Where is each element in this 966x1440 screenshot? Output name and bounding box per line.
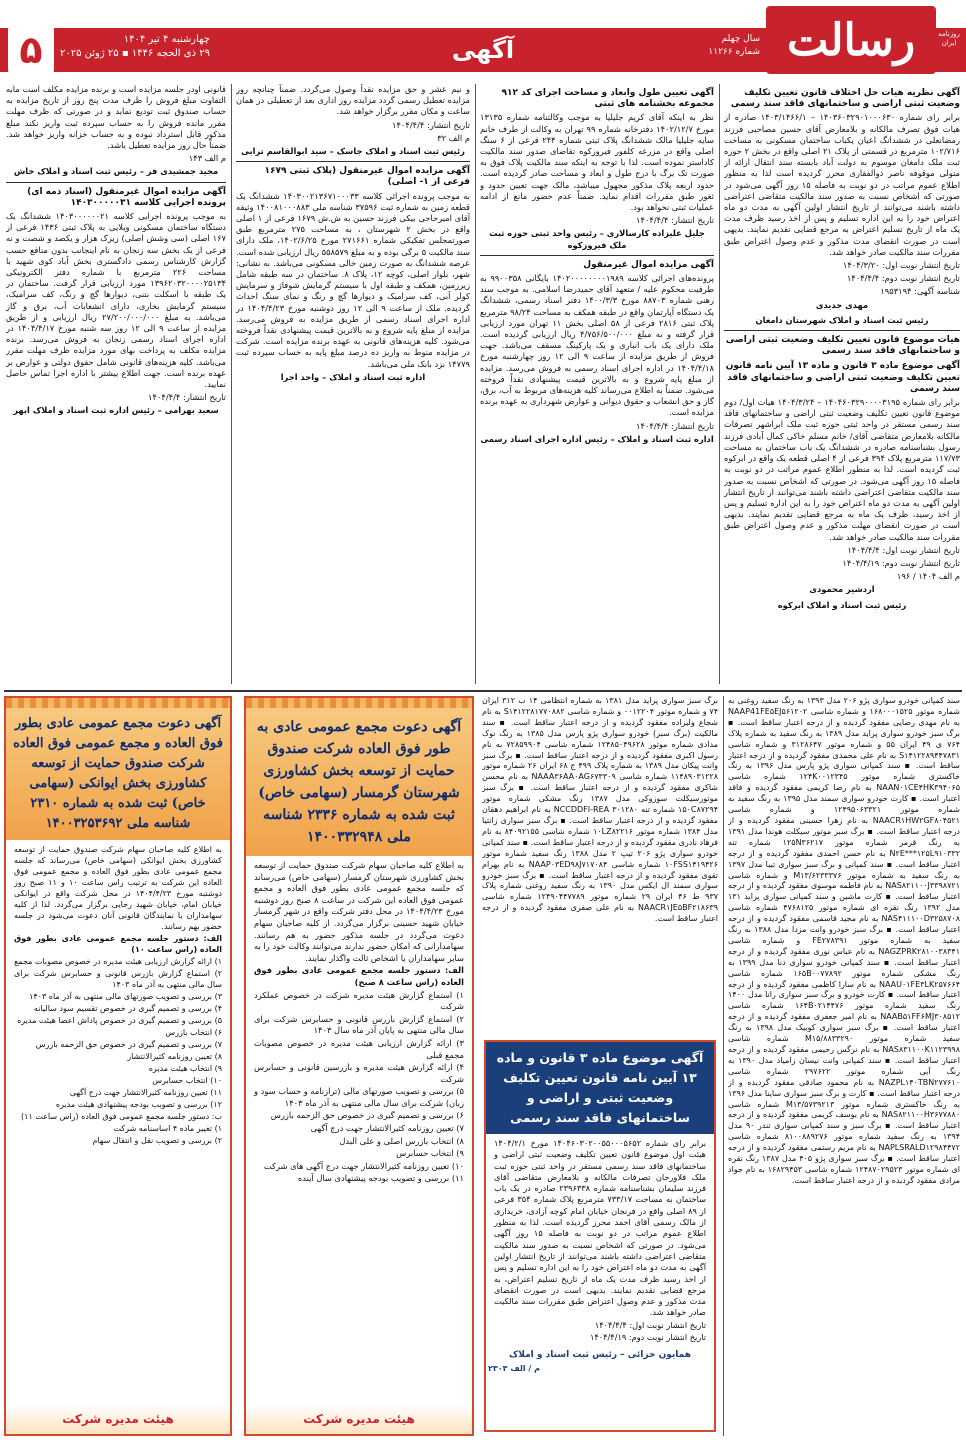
agm-garmsar-agenda [254, 990, 464, 1186]
section-divider [4, 690, 962, 692]
agm-garmsar-agenda-item: ۲) استماع گزارش بازرس قانونی و حسابرس شرکت برای سال مالی منتهی به پایان آذر ماه سال ۱۴۰۳ [254, 1013, 464, 1036]
column-rule [723, 696, 724, 1436]
masthead [0, 0, 966, 78]
agm-eyvanki-agenda-item: ۶) انتخاب بازرس [165, 1028, 222, 1037]
agm-eyvanki-agenda-item: ۱) ارائه گزارش ارزیابی هیئت مدیره در خصوص مصوبات مجمع [14, 957, 222, 966]
agm-garmsar-agenda-item: ۷) تعیین روزنامه کثیرالانتشار جهت درج آگهی [310, 1123, 464, 1134]
agm-garmsar-agenda-item: ۱۱) بررسی و تصویب بودجه پیشنهادی سال آینده [297, 1173, 464, 1184]
agm-eyvanki-agenda-item: ۱۲) بررسی و تصویب بودجه پیشنهادی هیئت مدیره [55, 1100, 222, 1109]
registration-notice-text: برابر رای شماره ۱۴۰۴۶۰۳۰۲۰۰۵۵۰۰۰۵۶۵۲ مورخ ۱۴۰۴/۲/۱ هیئت اول موضوع قانون تعیین تکلیف وضعیت ثبتی اراضی و ساختمانهای فاقد سند رسمی مستقر در واحد ثبتی حوزه ثبت ملک فلاورجان تصرفات مالکانه و بلامعارض متقاضی آقای فرزند سلیمان بشناسنامه شماره ۲۳۹۶۳۳۸ صادره در یک باب ساختمان به مساحت ۷۳۳/۱۷ مترمربع پلاک شماره ۳۵۴ فرعی از ۸۹ اصلی واقع در فرنجان خیابان امام کوچه آزادی، خریداری از مالک رسمی آقای احمد محرز گردیده است. لذا به منظور اطلاع عموم مراتب در دو نوبت به فاصله ۱۵ روز آگهی می‌شود. در صورتی که اشخاص نسبت به صدور سند مالکیت متقاضی اعتراضی داشته باشند می‌توانند از تاریخ انتشار اولین آگهی به مدت دو ماه اعتراض خود را به این اداره تسلیم و پس از اخذ رسید ظرف مدت یک ماه از تاریخ تسلیم اعتراض، به مرجع قضایی تقدیم نمایند. بدیهی است در صورت انقضای مدت مذکور و عدم وصول اعتراض طبق مقررات سند مالکیت صادر خواهد شد. [494, 1138, 706, 1318]
lost-documents-text: سند کمپانی خودرو سواری پژو ۲۰۶ مدل ۱۳۹۳ به رنگ سفید روغنی به شماره موتور ۱۶۸۰۰۰۱۵۲۵ و شماره شاسی NAAP41FE۵EJ۵۶۱۲۰۲ به نام مهدی رضایی مفقود گردیده و از درجه اعتبار ساقط است. ▪ برگ سبز خودرو سواری پراید مدل ۱۳۸۹ به رنگ سفید به شماره پلاک ۷۶۴ ی ۴۹ ایران ۵۵ و شماره موتور ۳۱۲۸۶۴۷ و شماره شاسی S۱۴۱۲۲۸۹۴۴۷۸۳۱ به نام علی محمدی مفقود گردیده و از درجه اعتبار ساقط است. ▪ سند کمپانی سواری پژو پارس مدل ۱۳۹۶ به رنگ خاکستری شماره موتور ۱۲۴K۰۰۱۲۳۴۵ شماره شاسی NAAN۰۱CE۴HK۳۹۴۰۶۵ به نام رضا کریمی مفقود گردیده و فاقد اعتبار است. ▪ کارت خودرو سواری سمند مدل ۱۳۹۵ به رنگ سفید به شماره موتور ۱۲۴۹۵۰۶۳۳۲۱ و شماره شاسی NAACR۱HW۲GF۸۰۴۵۲۱ به نام زهرا حسینی مفقود گردیده و از درجه اعتبار ساقط است. ▪ برگ سبز موتور سیکلت هوندا مدل ۱۳۹۱ به رنگ قرمز شماره موتور ۱۲۵N۳۶۲۱۷ شماره تنه N۲E***۱۲۵L۹۱۰۳۳۲ به نام حسن احمدی مفقود گردیده و از درجه اعتبار ساقط است. ▪ سند کمپانی و برگ سبز سواری تیبا مدل ۱۳۹۷ به رنگ سفید به شماره موتور M۱۳/۶۲۳۳۳۷۶ و شماره شاسی NAS۸۲۱۱۰۰J۳۳۹۸۷۲۱ به نام فاطمه موسوی مفقود گردیده و از درجه اعتبار ساقط است. ▪ کارت ماشین و سند کمپانی سواری پراید ۱۳۱ مدل ۱۳۹۲ رنگ نقره ای شماره موتور ۴۷۶۸۱۲۵ شماره شاسی NAS۴۱۱۱۰۰D۳۲۵۸۷۰۸ به نام مجید قاسمی مفقود گردیده و از درجه اعتبار ساقط است. ▪ برگ سبز خودرو وانت مزدا مدل ۱۳۸۸ به رنگ سفید به شماره موتور FE۲۷۸۳۹۱ و شماره شاسی NAGZPRK۲۸۱۰۰۳۸۳۴۱ به نام عباس نوری مفقود گردیده و از درجه اعتبار ساقط است. ▪ سند کمپانی خودرو سواری دنا مدل ۱۳۹۹ به رنگ مشکی شماره موتور ۱۶۵B۰۰۷۷۸۹۲ شماره شاسی NAAU۰۱FE۳LK۲۵۷۶۶۴ به نام سارا کاظمی مفقود گردیده و از درجه اعتبار ساقط است. ▪ کارت خودرو و برگ سبز سواری رانا مدل ۱۴۰۰ رنگ سفید شماره موتور ۱۶۴B۰۲۱۴۴۷۶ شماره شاسی NAAB۵۱FF۶MJ۳۰۸۵۱۲ به نام امیر جعفری مفقود گردیده و از درجه اعتبار ساقط است. ▪ برگ سبز سواری کوییک مدل ۱۳۹۸ به رنگ سفید شماره موتور M۱۵/۸۸۳۳۲۹۰ شماره شاسی NAS۸۳۱۱۰۰K۱۱۲۳۹۹۸ به نام نرگس رحیمی مفقود گردیده و از درجه اعتبار ساقط است. ▪ سند کمپانی وانت نیسان زامیاد مدل ۱۳۹۰ به رنگ آبی شماره موتور ۲۹۷۶۲۲ شماره شاسی NAZPL۱۴۰TBN۲۷۷۶۱۰ به نام محمود صادقی مفقود گردیده و از درجه اعتبار ساقط است. ▪ کارت و برگ سبز سواری ساینا مدل ۱۳۹۶ به رنگ خاکستری شماره موتور M۱۳/۵۷۳۹۲۱۳ شماره شاسی NAS۸۲۱۱۰۰H۳۶۷۷۸۸۰ به نام یوسف کریمی مفقود گردیده و از درجه اعتبار ساقط است. ▪ برگ سبز و سند کمپانی سواری تندر ۹۰ مدل ۱۳۹۴ به رنگ سفید شماره موتور ۸۱۰۰۸۸۹۲۷۶ شماره شاسی NAPLSRALD۱۲۹۸۴۴۷۲ به نام مریم رستمی مفقود گردیده و از درجه اعتبار ساقط است. ▪ برگ سبز سواری پژو ۴۰۵ مدل ۱۳۸۷ رنگ نقره ای شماره موتور ۱۲۴۸۷۰۲۹۵۲۳ شماره شاسی ۱۶۸۲۹۴۵۳ به نام جواد مرادی مفقود گردیده و از درجه اعتبار ساقط است. [728, 696, 960, 1185]
agm-eyvanki-agenda-item: ۲) بررسی و تصویب نقل و انتقال سهام [92, 1136, 222, 1145]
issue-line: شماره ۱۱۲۶۶ [708, 47, 760, 57]
divider [236, 161, 470, 162]
col3-title-2: آگهی مزایده اموال غیرمنقول (پلاک ثبتی ۱۶۷۹ فرعی از ۱- اصلی) [264, 166, 470, 188]
section-title: آگهی [451, 36, 515, 64]
agm-garmsar-agenda-item: ۶) بررسی و تصمیم گیری در خصوص حق الزحمه بازرس [270, 1110, 464, 1121]
col1-subtitle-2: آگهی موضوع ماده ۳ قانون و ماده ۱۳ آیین نامه قانون تعیین تکلیف وضعیت ثبتی اراضی و ساختمانهای فاقد سند رسمی [725, 361, 960, 394]
agm-eyvanki-heading: آگهی دعوت مجمع عمومی عادی بطور فوق العاده و مجمع عمومی فوق العاده شرکت صندوق حمایت از توسعه کشاورزی بخش ایوانکی (سهامی خاص) ثبت شده به شماره ۲۳۱۰ شناسه ملی ۱۴۰۰۳۲۵۳۶۹۲ [6, 708, 230, 840]
column-2 [480, 84, 714, 684]
page-number: ۵ [8, 26, 54, 74]
col1-signature-role: رئیس ثبت اسناد و املاک شهرستان دامغان [755, 314, 929, 325]
col4-signature: مجید جمشیدی فر – رئیس ثبت اسناد و املاک خاش [13, 166, 219, 177]
col1-date3: تاریخ انتشار نوبت اول: ۱۴۰۴/۴/۴ [847, 544, 960, 555]
registration-notice-body [486, 1134, 714, 1348]
col4-signature-2: سعید بهرامی – رئیس اداره ثبت اسناد و املاک ابهر [13, 405, 219, 416]
col1-title-2: هیات موضوع قانون تعیین تکلیف وضعیت ثبتی اراضی و ساختمانهای فاقد سند رسمی [725, 335, 960, 357]
registration-notice-date2: تاریخ انتشار نوبت دوم: ۱۴۰۴/۴/۱۹ [589, 1332, 706, 1343]
agm-garmsar-footer: هیئت مدیره شرکت [246, 1404, 472, 1434]
col1-body-2: برابر رای شماره ۱۴۰۴۶۰۳۲۹۰۰۰۰۳۱۹۵ – ۱۴۰۴/۳/۲۴ هیات اول/ دوم موضوع قانون تعیین تکلیف وضعیت ثبتی اراضی و ساختمانهای فاقد سند رسمی مستقر در واحد ثبتی حوزه ثبت ملک ابراشهر تصرفات مالکانه بلامعارض متقاضی آقای/ خانم مسلم خاکی کمال آبادی فرزند رسول بشناسنامه صادره در ششدانگ یک باب ساختمان به مساحت ۱۱۷/۷۳ مترمربع پلاک ۳۹۴ فرعی از ۴ اصلی قطعه یک واقع در ابرکوه ثبت گردیده است. لذا به منظور اطلاع عموم مراتب در دو نوبت به فاصله ۱۵ روز آگهی می‌شود. در صورتی که اشخاص نسبت به صدور سند مالکیت متقاضی اعتراضی داشته باشند می‌توانند از تاریخ انتشار اولین آگهی به مدت دو ماه اعتراض خود را به این اداره تسلیم و پس از اخذ رسید، ظرف یک ماه به مرجع قضایی تقدیم نمایند. بدیهی است در صورت انقضای مهلت مذکور و عدم وصول اعتراض طبق مقررات سند مالکیت صادر خواهد شد. [724, 397, 960, 542]
agm-eyvanki-agenda-item: ۸) تعیین روزنامه کثیرالانتشار [127, 1052, 222, 1061]
col1-signature-2-role: رئیس ثبت اسناد و املاک ابرکوه [777, 599, 907, 610]
col4-ad-number: م الف ۱۴۳ [188, 153, 226, 164]
col1-date1: تاریخ انتشار نوبت اول: ۱۴۰۴/۳/۲۰ [842, 260, 960, 271]
col1-title: آگهی نظریه هیات حل اختلاف قانون تعیین تکلیف وضعیت ثبتی اراضی و ساختمانهای فاقد سند رسمی [730, 88, 960, 110]
agm-eyvanki-agenda-item: ۴) بررسی و تصمیم گیری در خصوص تقسیم سود سالیانه [33, 1004, 222, 1013]
agm-garmsar-body [246, 856, 472, 1190]
col2-date: تاریخ انتشار: ۱۴۰۴/۴/۴ [636, 215, 714, 226]
agm-eyvanki-agenda [14, 956, 222, 1146]
agm-eyvanki-body [6, 840, 230, 1151]
column-rule [475, 84, 476, 684]
agm-garmsar-heading: آگهی دعوت مجمع عمومی عادی به طور فوق العاده شرکت صندوق حمایت از توسعه بخش کشاورزی شهرستان گرمسار (سهامی خاص) ثبت شده به شماره ۲۳۳۶ شناسه ملی ۱۴۰۰۳۳۲۹۴۸ [246, 708, 472, 856]
registration-notice-date1: تاریخ انتشار نوبت اول: ۱۴۰۴/۴/۴ [594, 1319, 706, 1330]
ad-ornament [6, 698, 230, 708]
col3-signature: رئیس ثبت اسناد و املاک جاسک – سید ابوالقاسم ترابی [241, 146, 465, 157]
agm-garmsar-agenda-item: ۸) انتخاب بازرس اصلی و علی البدل [339, 1135, 464, 1146]
agm-garmsar-text: به اطلاع کلیه صاحبان سهام شرکت صندوق حمایت از توسعه بخش کشاورزی شهرستان گرمسار (سهامی خاص) می‌رساند که جلسه مجمع عمومی عادی بطور فوق العاده و مجمع عمومی فوق العاده این شرکت در ساعت ۸ صبح روز دوشنبه مورخ ۱۴۰۴/۴/۲۳ در محل دفتر شرکت واقع در شهر گرمسار خیابان شهید حسینی برگزار می‌گردد. از کلیه صاحبان سهام دعوت می‌گردد در جلسه مذکور حضور به هم رسانند. سهامدارانی که امکان حضور ندارند می‌توانند وکالت خود را به سایر سهامداران یا اشخاص ثالث واگذار نمایند. [254, 860, 464, 963]
date-line-2: ۲۹ ذی الحجه ۱۴۴۶ ▪ ۲۵ ژوئن ۲۰۲۵ [60, 48, 210, 59]
brand-side-label: روزنامه ایران [938, 30, 960, 47]
agm-garmsar-agenda-item: ۴) ارائه گزارش هیئت مدیره و بازرسین قانونی و حسابرس شرکت [254, 1062, 464, 1084]
divider [480, 255, 714, 256]
agm-eyvanki-agenda-item: ب: دستور جلسه مجمع عمومی فوق العاده (راس ساعت ۱۱) [21, 1112, 222, 1121]
registration-notice-heading: آگهی موضوع ماده ۳ قانون و ماده ۱۳ آیین نامه قانون تعیین تکلیف وضعیت ثبتی و اراضی و ساختمانهای فاقد سند رسمی [486, 1042, 714, 1134]
agm-eyvanki-text: به اطلاع کلیه صاحبان سهام شرکت صندوق حمایت از توسعه کشاورزی بخش ایوانکی (سهامی خاص) می‌رساند که جلسه مجمع عمومی عادی بطور فوق العاده و مجمع عمومی فوق العاده این شرکت به ترتیب راس ساعت ۱۰ و ۱۱ صبح روز دوشنبه مورخ ۱۴۰۴/۴/۲۳ در محل شرکت واقع در ایوانکی خیابان امام، خیابان شهید رجایی برگزار می‌گردد. لذا از کلیه سهامداران یا نمایندگان قانونی آنان دعوت می‌شود در جلسه حضور بهم رسانند. [14, 845, 222, 931]
col1-signature-name: مهدی جدیدی [815, 299, 869, 310]
agm-eyvanki-agenda-title: الف: دستور جلسه مجمع عمومی عادی بطور فوق العاده (راس ساعت ۱۰) [14, 934, 222, 954]
registration-notice-code: م / الف ۲۳۰۳ [488, 1364, 540, 1374]
registration-notice-signature: همایون خزائی – رئیس ثبت اسناد و املاک [509, 1350, 691, 1361]
registration-notice-ad [484, 1040, 716, 1432]
column-3 [236, 84, 470, 684]
col3-signature-2: اداره ثبت اسناد و املاک – واحد اجرا [280, 371, 426, 382]
agm-garmsar-agenda-item: ۹) انتخاب حسابرس [396, 1148, 464, 1159]
divider [724, 330, 960, 331]
col4-body: قانونی اودر جلسه مزایده است و برنده مزایده مکلف است مابه التفاوت مبلغ فروش را ظرف مدت پنج روز از تاریخ مزایده به حساب صندوق ثبت تودیع نماید و در صورتی که ظرف مهلت مقرر مانده فروش را به حساب سپرده ثبت واریز نکند مبلغ مذکور قابل استرداد نبوده و به حساب خزانه واریز خواهد شد. ضمناً حال روز مزایده تعطیل باشد. [6, 84, 226, 151]
col1-date2: تاریخ انتشار نوبت دوم: ۱۴۰۴/۴/۴ [846, 273, 960, 284]
column-rule [719, 84, 720, 684]
col1-ad-number-2: م الف ۱۴۰۴ / ۱۹۶ [896, 571, 960, 582]
col1-date4: تاریخ انتشار نوبت دوم: ۱۴۰۴/۴/۱۹ [842, 557, 960, 568]
col2-signature: جلیل علیزاده کارسالاری – رئیس واحد ثبتی حوزه ثبت ملک فیروزکوه [489, 228, 705, 250]
year-line: سال چهلم [721, 34, 760, 44]
col3-ad-number: م الف ۳۲ [437, 132, 470, 143]
date-info [60, 33, 210, 61]
agm-eyvanki-agenda-item: ۵) بررسی و تصمیم گیری در خصوص پاداش اعضا هیئت مدیره [17, 1016, 222, 1025]
lost-documents-text-2: برگ سبز سواری پراید مدل ۱۳۸۱ به شماره انتظامی ۱۴ ب ۳۱۲ ایران ۷۴ و شماره موتور ۰۰۱۲۲۰۴ و شماره شاسی S۱۴۱۲۲۸۱۷۷۰۸۸۲ به نام شجاع ولیزاده مفقود گردیده و از درجه اعتبار ساقط است. ▪ سند مالکیت (برگ سبز) خودرو سواری پژو پارس مدل ۱۳۸۵ به رنگ نوک مدادی شماره موتور ۱۲۴۸۵۰۴۹۶۲۸ شماره شاسی ۷۲۸۵۹۹۰۴ به نام رسول اکبری مفقود گردیده و از درجه اعتبار ساقط است. ▪ برگ سبز وانت پیکان مدل ۱۳۸۹ به شماره پلاک ۴۹۹ ج ۶۸ ایران ۲۶ شماره موتور ۱۱۴۸۹۰۳۱۲۲۸ شماره شاسی NAAA۳۶AA۰AG۶۷۳۳۰۹ به نام محسن شاکری مفقود گردیده و از درجه اعتبار ساقط است. ▪ برگ سبز موتورسیکلت سوزوکی مدل ۱۳۸۷ رنگ مشکی شماره موتور ۱۵۰C۸۷۲۹۴ شماره تنه NCCDDFI-REA ۳۰۱۲۸۰ به نام ابراهیم دهقان مفقود گردیده و از درجه اعتبار ساقط است. ▪ برگ سبز سواری زانتیا مدل ۱۳۸۴ شماره موتور ۱۰LZ۸۲۲۱۶ شماره شاسی ۸۴۰۹۲۱۵۵ به نام فرهاد نادری مفقود گردیده و از درجه اعتبار ساقط است. ▪ سند کمپانی خودرو سواری پژو ۲۰۶ تیپ ۲ مدل ۱۳۸۸ رنگ سفید شماره موتور ۱۰FSS۱۴۱۹۴۲۶ شماره شاسی NAAP۰۳ED۹۸J۷۱۷۰۸۴ به نام بهرام تقوی مفقود گردیده و از درجه اعتبار ساقط است. ▪ برگ سبز خودرو سواری سمند ال ایکس مدل ۱۳۹۰ به رنگ سفید روغنی شماره پلاک ۹۳۷ ط ۴۶ ایران ۲۹ شماره موتور ۱۲۴۹۰۴۴۷۷۸۹ شماره شاسی NAACR۱JE۵BF۲۱۸۶۳۹ به نام علی صفری مفقود گردیده و از درجه اعتبار ساقط است. [482, 696, 718, 924]
logo-text: رسالت [786, 14, 916, 66]
agm-garmsar-agenda-title: الف: دستور جلسه مجمع عمومی عادی بطور فوق العاده (راس ساعت ۸ صبح) [254, 965, 464, 987]
lost-documents-column-2 [482, 696, 718, 1036]
col3-body: و نیم عشر و حق مزایده نقداً وصول می‌گردد. ضمناً چنانچه روز مزایده تعطیل رسمی گردد مزایده روز اداری بعد از تعطیلی در همان ساعت و مکان مقرر برگزار خواهد شد. [236, 84, 470, 117]
agm-eyvanki-agenda-item: ۱) تغییر ماده ۴ اساسنامه شرکت [113, 1124, 222, 1133]
agm-garmsar-agenda-item: ۳) ارائه گزارش ارزیابی هیئت مدیره در خصوص مصوبات مجمع قبلی [254, 1037, 464, 1060]
agm-garmsar-agenda-item: ۱) استماع گزارش هیئت مدیره شرکت در خصوص عملکرد شرکت [254, 989, 464, 1012]
col4-date: تاریخ انتشار: ۱۴۰۴/۴/۴ [148, 392, 226, 403]
col3-date: تاریخ انتشار: ۱۴۰۴/۴/۴ [392, 119, 470, 130]
ad-ornament [246, 698, 472, 708]
agm-garmsar-agenda-item: ۱۰) تعیین روزنامه کثیرالانتشار جهت درج آگهی های شرکت [263, 1160, 464, 1171]
agm-eyvanki-agenda-item: ۳) بررسی و تصویب صورتهای مالی منتهی به آذر ماه ۱۴۰۳ [29, 992, 222, 1001]
col1-signature-2-name: اردشیر محمودی [809, 584, 875, 595]
col2-date-2: تاریخ انتشار: ۱۴۰۴/۴/۴ [636, 420, 714, 431]
col2-body: نظر به اینکه آقای کریم جلیلیا به موجب وکالتنامه شماره ۱۳۱۳۵ مورخ ۱۴۰۲/۱۲/۷ دفترخانه شماره ۹۹ تهران به وکالت از طرف خانم سایه جلیلیا مالک ششدانگ پلاک ثبتی شماره ۲۴۴ فرعی از ۶ سنگ اصلی واقع در مزرعه کلفور فیروزکوه تقاضای صدور سند مالکیت کاداستر نموده است. لذا با توجه به اینکه سند مالکیت پلاک فوق به صورت تک برگ با درج طول و ابعاد و مساحت صادر گردیده است. حدود اربعه پلاک مذکور مجهول میباشد، مالک جهت تعیین حدود و ثغور طبق مقررات اقدام نماید. ضمناً عدم حضور مانع از ادامه عملیات ثبتی نخواهد بود. [480, 112, 714, 213]
col2-title-2: آگهی مزایده اموال غیرمنقول [583, 259, 714, 270]
col2-signature-2: اداره ثبت اسناد و املاک – رئیس اداره اجرای اسناد رسمی [480, 433, 714, 444]
agm-eyvanki-agenda-item: ۱۰) انتخاب حسابرس [152, 1076, 222, 1085]
agm-ad-eyvanki [4, 696, 232, 1436]
col1-body: برابر رای شماره ۱۴۰۳۶۰۳۲۹۰۱۰۰۰۶۳۰ – ۱۴۰۳/۱۴۶۶/۱ صادره از هیات فوق تصرف مالکانه و بلامعارض آقای حسین مصاحبی فرزند رمضانعلی در ششدانگ اعیان یکباب ساختمان مسکونی به مساحت ۱۰۲/۷۱۶ مترمربع در قسمتی از پلاک ۲۱ اصلی واقع در بخش ۲ حوزه ثبت ملک دامغان موسوم به دولت آباد بابسته سند انتقال ارائه از متولی موقوفه ناصر ذوالفقاری محرز گردیده است لذا به منظور اطلاع عموم مراتب در دو نوبت به فاصله ۱۵ روز آگهی می‌شود در صورتی که اشخاص نسبت به صدور سند مالکیت متقاضی اعتراضی داشته باشند می‌توانند از تاریخ انتشار اولین آگهی به مدت دو ماه اعتراض خود را به این اداره تسلیم و پس از اخذ رسید ظرف مدت یک ماه از تاریخ تسلیم اعتراض به مرجع قضایی تقدیم نمایند. بدیهی است در صورت انقضای مدت مذکور و عدم وصول اعتراض طبق مقررات سند مالکیت صادر خواهد شد. [724, 112, 960, 257]
column-rule [231, 84, 232, 684]
column-4 [6, 84, 226, 684]
col4-title-2: آگهی مزایده اموال غیرمنقول (اسناد ذمه ای) پرونده اجرایی کلاسه ۱۴۰۳۰۰۰۰۰۳۱ [27, 186, 226, 208]
agm-ad-garmsar [244, 696, 474, 1436]
agm-eyvanki-agenda-item: ۱۱) تعیین روزنامه کثیرالانتشار جهت درج آگهی [69, 1088, 222, 1097]
column-1 [724, 84, 960, 684]
lost-documents-column [728, 696, 960, 1436]
col3-body-2: به موجب پرونده اجرائی کلاسه ۱۴۰۳۰۰۲۱۳۶۷۱۰۰۰۳۳ ششدانگ یک قطعه زمین به شماره ثبت ۳۷۵۹۶ شناسه ملی ۱۴۰۰۸۱۰۰۰۸۸۳ وثیقه آقای امیرحاجی بیکی فرزند حسین به ش.ش ۱۶۷۹ فرعی از ۱ اصلی واقع در بخش ۲ شهرستان ، به مساحت ۲۷۵ مترمربع طبق صورتمجلس تفکیکی شماره ۲۷۱۶۶۱ مورخ ۱۴۰۲/۶/۲۵، ملک دارای سند مالکیت ۵ برگی بوده و به مبلغ ۵۵۸۵۷۹ ریال ارزیابی شده است. عرصه ششدانگ به صورت زمین خالی مسکونی می‌باشد. به نشانی: شهر، بلوار اصلی، کوچه ۱۲، پلاک ۸. ساختمان در سه طبقه شامل زیرزمین، همکف و طبقه اول با سیستم گرمایش شوفاژ و سرمایش کولر آبی، کف سرامیک و دیوارها گچ و رنگ و نمای سنگ احداث گردیده. ملک از ساعت ۹ الی ۱۲ روز دوشنبه مورخ ۱۴۰۴/۴/۲۳ در اداره اجرای اسناد رسمی از طریق مزایده به فروش می‌رسد. مزایده از مبلغ پایه شروع و به بالاترین قیمت پیشنهادی نقداً فروخته می‌شود. کلیه هزینه‌های قانونی به عهده برنده مزایده است. شرکت در مزایده منوط به واریز ده درصد مبلغ پایه به حساب سپرده ثبت ۱۴۷۷۹ نزد بانک ملی می‌باشد. [236, 190, 470, 369]
col4-body-2: به موجب پرونده اجرایی کلاسه ۱۴۰۳۰۰۰۰۰۰۲۱ ششدانگ یک دستگاه ساختمان مسکونی ویلایی به پلاک ثبتی ۱۴۳۶ فرعی از ۱۶۷ اصلی (سی وشش اصلی) زیرک هزار و یکصد و شصت و نه فرعی از یک بخش سه زنجان به نام اینجانب بدون منافع حسب گزارش کارشناس رسمی دادگستری بخش آباد کوی شهید با مساحت ۲۲۶ مترمربع با شماره دفتر الکترونیکی ۱۳۹۶۲۰۳۲۰۰۰۰۲۵۱۳۴ مورد ارزیابی قرار گرفت. ساختمان در یک طبقه با اسکلت بتنی، دیوارها گچ و رنگ، کف سرامیک، سیستم گرمایش بخاری، دارای انشعابات آب، برق و گاز می‌باشد. به مبلغ ۲۷/۲۰۰/۰۰۰/۰۰۰ ریال ارزیابی و از طریق مزایده از ساعت ۹ الی ۱۲ روز سه شنبه مورخ ۱۴۰۴/۴/۱۷ در اداره اجرای اسناد رسمی زنجان به فروش می‌رسد. برنده مزایده مکلف به پرداخت بهای مورد مزایده ظرف مهلت مقرر می‌باشد. کلیه هزینه‌های قانونی شامل حقوق دولتی و عوارض بر عهده برنده است. جهت اطلاع بیشتر با اداره اجرا تماس حاصل نمایید. [6, 211, 226, 390]
agm-eyvanki-agenda-item: ۹) انتخاب هیئت مدیره [148, 1064, 222, 1073]
divider [6, 182, 226, 183]
agm-eyvanki-agenda-item: ۷) بررسی و تصمیم گیری در خصوص حق الزحمه بازرس [35, 1040, 222, 1049]
agm-garmsar-agenda-item: ۵) بررسی و تصویب صورتهای مالی (ترازنامه و حساب سود و زیان) شرکت برای سال مالی منتهی به آذر ماه ۱۴۰۳ [254, 1086, 464, 1108]
col2-title: آگهی تعیین طول وابعاد و مساحت اجرای کد ۹۱۲ مجموعه بخشنامه های ثبتی [501, 88, 714, 110]
col1-ad-number: شناسه آگهی: ۱۹۵۳۱۹۴ [880, 286, 960, 297]
agm-eyvanki-footer: هیئت مدیره شرکت [6, 1404, 230, 1434]
date-line-1: چهارشنبه ۴ تیر ۱۴۰۴ [123, 34, 210, 45]
agm-eyvanki-agenda-item: ۲) استماع گزارش بازرس قانونی و حسابرس شرکت برای سال مالی منتهی به آذر ماه ۱۴۰۳ [14, 969, 222, 989]
col2-body-2: پرونده‌های اجرائی کلاسه ۱۴۰۲۰۰۰۰۰۰۰۰۱۹۸۹ بایگانی ۹۹۰۰۳۵۸ به طرفیت محکوم علیه / متعهد آقای حمیدرضا اسلامی. به موجب سند رهنی شماره ۸۸۷۰۳ مورخ ۱۴۰۰/۳/۳ دفتر اسناد رسمی، ششدانگ یک دستگاه آپارتمان واقع در طبقه همکف به مساحت ۹۸/۲۴ مترمربع پلاک ثبتی ۲۸۱۶ فرعی از ۵۸ اصلی بخش ۱۱ تهران مورد ارزیابی قرار گرفته و به مبلغ ۴/۷۵۶/۵۰۰/۰۰۰ ریال ارزیابی گردیده است. ملک دارای یک باب انباری و یک پارکینگ مسقف می‌باشد. جهت فروش از طریق مزایده از ساعت ۹ الی ۱۲ روز چهارشنبه مورخ ۱۴۰۴/۴/۱۸ در اداره اجرای اسناد رسمی به فروش می‌رسد. مزایده از مبلغ پایه شروع و به بالاترین قیمت پیشنهادی نقداً فروخته می‌شود. ضمناً به اطلاع می‌رساند کلیه هزینه‌های مربوط به آب، برق، گاز و حق انشعاب و حقوق دیوانی و عوارض شهرداری به عهده برنده مزایده است. [480, 273, 714, 418]
